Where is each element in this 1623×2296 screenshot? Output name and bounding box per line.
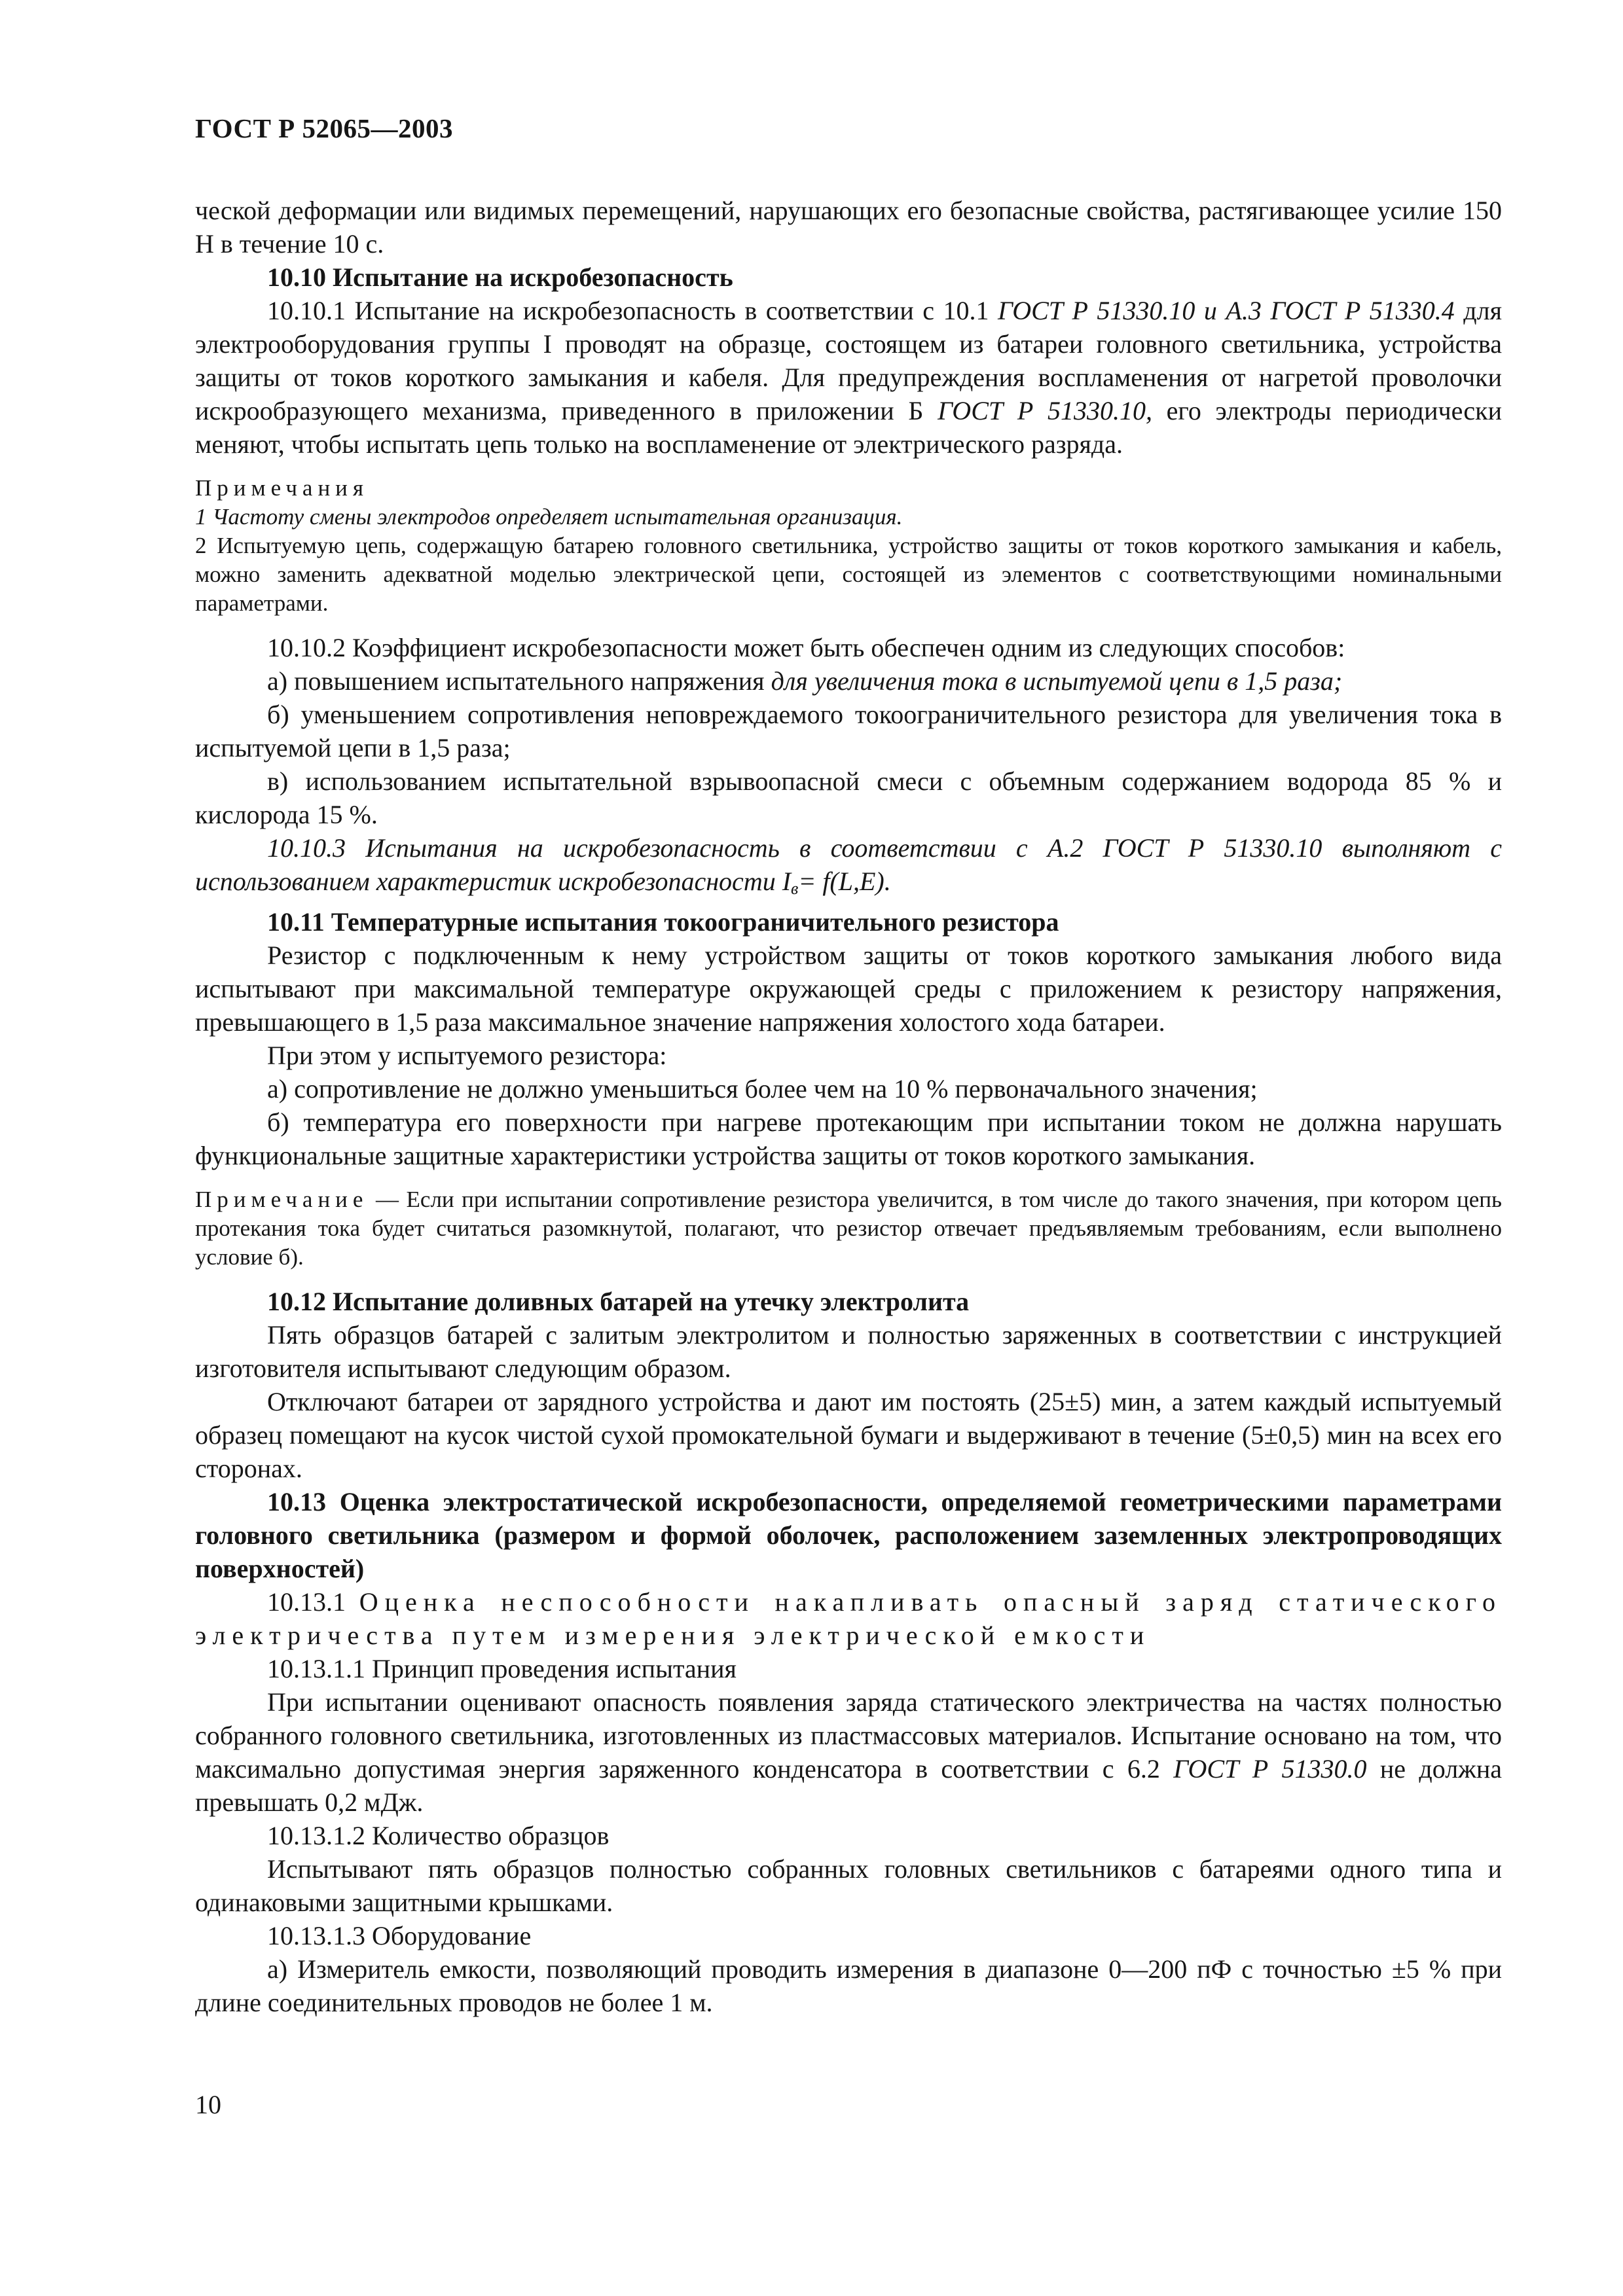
paragraph-10-13-1-2: Испытывают пять образцов полностью собранных головных светильников с батареями одного типа и одинаковыми защитными крышками. (195, 1854, 1502, 1917)
subsection-10-13-1-1: 10.13.1.1 Принцип проведения испытания (267, 1654, 737, 1683)
notes-block (195, 474, 1502, 618)
section-heading-10-11: 10.11 Температурные испытания токоограничительного резистора (267, 907, 1059, 937)
paragraph-10-12-1: Пять образцов батарей с залитым электролитом и полностью заряженных в соответствии с инструкцией изготовителя испытывают следующим образом. (195, 1320, 1502, 1383)
list-item-b: б) температура его поверхности при нагреве протекающим при испытании током не должна нарушать функциональные защитные характеристики устройства защиты от токов короткого замыкания. (195, 1107, 1502, 1170)
document-header: ГОСТ Р 52065—2003 (195, 113, 453, 143)
list-item-a: а) Измеритель емкости, позволяющий проводить измерения в диапазоне 0—200 пФ с точностью ±5 % при длине соединительных проводов не более 1 м. (195, 1954, 1502, 2017)
paragraph-10-13-1: 10.13.1 Оценка неспособности накапливать опасный заряд статического электричества путем измерения электрической емкости (195, 1587, 1503, 1650)
paragraph-10-10-1: 10.10.1 Испытание на искробезопасность в соответствии с 10.1 ГОСТ Р 51330.10 и А.3 ГОСТ Р 51330.4 для электрооборудования группы I проводят на образце, состоящем из батареи головного светильника, устройства защиты от токов короткого замыкания и кабеля. Для предупреждения воспламенения от нагретой проволочки искрообразующего механизма, приведенного в приложении Б ГОСТ Р 51330.10, его электроды периодически меняют, чтобы испытать цепь только на воспламенение от электрического разряда. (195, 296, 1502, 459)
notes-title: Примечания (195, 475, 369, 501)
list-item-a: а) повышением испытательного напряжения для увеличения тока в испытуемой цепи в 1,5 раза; (267, 666, 1343, 696)
subsection-10-13-1-2: 10.13.1.2 Количество образцов (267, 1821, 610, 1850)
page-number: 10 (195, 2090, 221, 2119)
document-body (195, 194, 1502, 2019)
note-block (195, 1185, 1502, 1272)
section-heading-10-12: 10.12 Испытание доливных батарей на утечку электролита (267, 1287, 970, 1316)
section-heading-10-10: 10.10 Испытание на искробезопасность (267, 262, 733, 292)
list-item-a: а) сопротивление не должно уменьшиться более чем на 10 % первоначального значения; (267, 1074, 1258, 1103)
note-item-1: 1 Частоту смены электродов определяет испытательная организация. (195, 504, 903, 529)
note-item: Примечание — Если при испытании сопротивление резистора увеличится, в том числе до такого значения, при котором цепь протекания тока будет считаться разомкнутой, полагают, что резистор отвечает предъявляемым требованиям, если выполнено условие б). (195, 1187, 1502, 1270)
paragraph-continuation: ческой деформации или видимых перемещений, нарушающих его безопасные свойства, растягивающее усилие 150 Н в течение 10 с. (195, 196, 1502, 259)
subsection-10-13-1-3: 10.13.1.3 Оборудование (267, 1921, 532, 1950)
paragraph-10-13-1-1: При испытании оценивают опасность появления заряда статического электричества на частях полностью собранного головного светильника, изготовленных из пластмассовых материалов. Испытание основано на том, что максимально допустимая энергия заряженного конденсатора в соответствии с 6.2 ГОСТ Р 51330.0 не должна превышать 0,2 мДж. (195, 1687, 1502, 1817)
list-item-b: б) уменьшением сопротивления неповреждаемого токоограничительного резистора для увеличения тока в испытуемой цепи в 1,5 раза; (195, 700, 1502, 762)
list-item-c: в) использованием испытательной взрывоопасной смеси с объемным содержанием водорода 85 % и кислорода 15 %. (195, 766, 1502, 829)
paragraph-10-12-2: Отключают батареи от зарядного устройства и дают им постоять (25±5) мин, а затем каждый испытуемый образец помещают на кусок чистой сухой промокательной бумаги и выдерживают в течение (5±0,5) мин на всех его сторонах. (195, 1387, 1502, 1483)
paragraph-10-10-2: 10.10.2 Коэффициент искробезопасности может быть обеспечен одним из следующих способов: (267, 633, 1345, 662)
paragraph-10-11-1: Резистор с подключенным к нему устройством защиты от токов короткого замыкания любого вида испытывают при максимальной температуре окружающей среды с приложением к резистору напряжения, превышающего в 1,5 раза максимальное значение напряжения холостого хода батареи. (195, 941, 1502, 1037)
section-heading-10-13: 10.13 Оценка электростатической искробезопасности, определяемой геометрическими параметрами головного светильника (размером и формой оболочек, расположением заземленных электропроводящих поверхностей) (195, 1487, 1502, 1583)
note-item-2: 2 Испытуемую цепь, содержащую батарею головного светильника, устройство защиты от токов короткого замыкания и кабель, можно заменить адекватной моделью электрической цепи, состоящей из элементов с соответствующими номинальными параметрами. (195, 533, 1502, 616)
paragraph-10-10-3: 10.10.3 Испытания на искробезопасность в соответствии с А.2 ГОСТ Р 51330.10 выполняют с использованием характеристик искробезопасности $I_в= f(L,E)$. (195, 833, 1502, 898)
paragraph-10-11-2: При этом у испытуемого резистора: (267, 1041, 667, 1070)
